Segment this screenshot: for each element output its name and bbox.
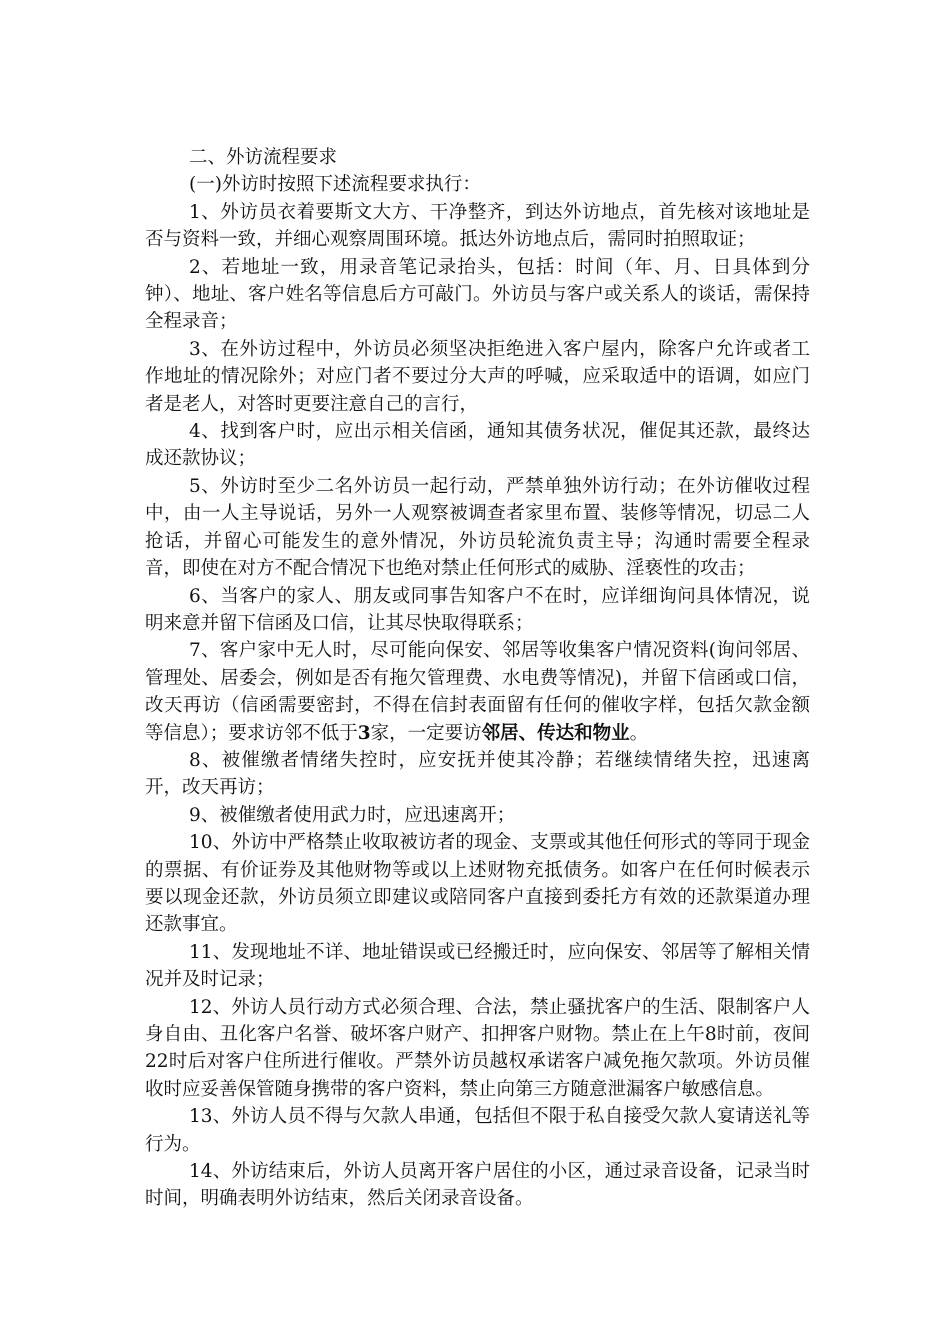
list-item-7-emphasis: 邻居、传达和物业 [481,722,630,744]
list-item-10: 10、外访中严格禁止收取被访者的现金、支票或其他任何形式的等同于现金的票据、有价证券及其他财物等或以上述财物充抵债务。如客户在任何时候表示要以现金还款，外访员须立即建议或陪同客户直接到委托方有效的还款渠道办理还款事宜。 [145,832,810,936]
list-item-2: 2、若地址一致，用录音笔记录抬头，包括：时间（年、月、日具体到分钟）、地址、客户姓名等信息后方可敲门。外访员与客户或关系人的谈话，需保持全程录音； [145,256,810,333]
list-item-14: 14、外访结束后，外访人员离开客户居住的小区，通过录音设备，记录当时时间，明确表明外访结束，然后关闭录音设备。 [145,1161,810,1210]
list-item-5: 5、外访时至少二名外访员一起行动，严禁单独外访行动；在外访催收过程中，由一人主导说话，另外一人观察被调查者家里布置、装修等情况，切忌二人抢话，并留心可能发生的意外情况，外访员轮流负责主导；沟通时需要全程录音，即使在对方不配合情况下也绝对禁止任何形式的威胁、淫亵性的攻击； [145,475,810,580]
list-item-7 [145,637,810,747]
list-item-3: 3、在外访过程中，外访员必须坚决拒绝进入客户屋内，除客户允许或者工作地址的情况除外；对应门者不要过分大声的呼喊，应采取适中的语调，如应门者是老人，对答时更要注意自己的言行， [145,338,810,415]
list-item-7-middle: 家，一定要访 [370,722,482,744]
list-item-8: 8、被催缴者情绪失控时，应安抚并使其冷静；若继续情绪失控，迅速离开，改天再访； [145,749,810,799]
list-item-13: 13、外访人员不得与欠款人串通，包括但不限于私自接受欠款人宴请送礼等行为。 [145,1106,810,1155]
section-heading: 二、外访流程要求 [189,147,338,168]
document-body [145,144,810,1213]
list-item-11: 11、发现地址不详、地址错误或已经搬迁时，应向保安、邻居等了解相关情况并及时记录； [145,941,810,991]
list-item-9: 9、被催缴者使用武力时，应迅速离开； [189,804,516,826]
list-item-7-end: 。 [629,722,649,744]
list-item-7-text: 7、客户家中无人时，尽可能向保安、邻居等收集客户情况资料(询问邻居、管理处、居委会，例如是否有拖欠管理费、水电费等情况)，并留下信函或口信，改天再访（信函需要密封，不得在信封表面留有任何的催收字样，包括欠款金额等信息）；要求访邻不低于 [145,640,810,744]
list-item-6: 6、当客户的家人、朋友或同事告知客户不在时，应详细询问具体情况，说明来意并留下信函及口信，让其尽快取得联系； [145,585,810,634]
section-subheading: (一)外访时按照下述流程要求执行： [189,174,481,196]
list-item-1: 1、外访员衣着要斯文大方、干净整齐，到达外访地点，首先核对该地址是否与资料一致，并细心观察周围环境。抵达外访地点后，需同时拍照取证； [145,201,810,251]
list-item-4: 4、找到客户时，应出示相关信函，通知其债务状况，催促其还款，最终达成还款协议； [145,421,810,470]
list-item-7-count: 3 [357,722,371,744]
list-item-12: 12、外访人员行动方式必须合理、合法，禁止骚扰客户的生活、限制客户人身自由、丑化客户名誉、破坏客户财产、扣押客户财物。禁止在上午8时前，夜间22时后对客户住所进行催收。严禁外访员越权承诺客户减免拖欠款项。外访员催收时应妥善保管随身携带的客户资料，禁止向第三方随意泄漏客户敏感信息。 [145,996,810,1100]
